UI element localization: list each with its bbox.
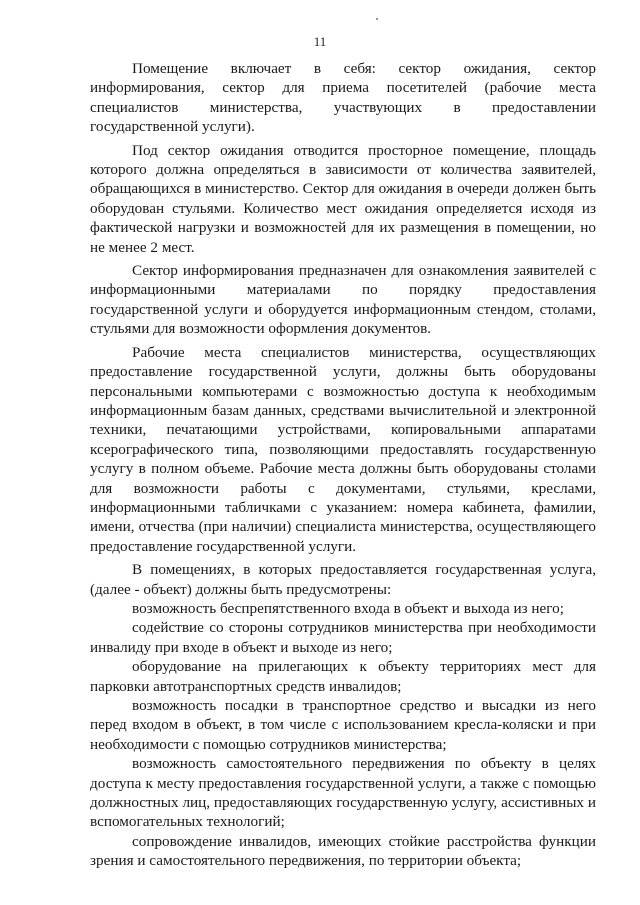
paragraph-premises-sectors: Помещение включает в себя: сектор ожидания, сектор информирования, сектор для приема посетителей (рабочие места специалистов министерства, участвующих в предоставлении государственной услуги). <box>90 60 596 136</box>
paragraph-workplaces: Рабочие места специалистов министерства, осуществляющих предоставление государственной услуги, должны быть оборудованы персональными компьютерами с возможностью доступа к необходимым информационным базам данных, средствами вычислительной и электронной техники, печатающими устройствами, копировальными аппаратами ксерографического типа, позволяющими предоставлять государственную услугу в полном объеме. Рабочие места должны быть оборудованы столами для возможности работы с документами, стульями, креслами, информационными табличками с указанием: номера кабинета, фамилии, имени, отчества (при наличии) специалиста министерства, осуществляющего предоставление государственной услуги. <box>90 343 596 555</box>
document-body <box>90 59 596 871</box>
list-item-independent-movement: возможность самостоятельного передвижения по объекту в целях доступа к месту предоставления государственной услуги, а также с помощью должностных лиц, предоставляющих государственную услугу, ассистивных и вспомогательных технологий; <box>90 755 596 831</box>
scan-speck <box>376 18 378 20</box>
paragraph-accessibility-intro: В помещениях, в которых предоставляется государственная услуга, (далее - объект) должны быть предусмотрены: <box>90 561 596 598</box>
page-number: 11 <box>313 34 327 49</box>
paragraph-waiting-sector: Под сектор ожидания отводится просторное помещение, площадь которого должна определяться в зависимости от количества заявителей, обращающихся в министерство. Сектор для ожидания в очереди должен быть оборудован стульями. Количество мест ожидания определяется исходя из фактической нагрузки и возможностей для их размещения в помещении, но не менее 2 мест. <box>90 141 596 256</box>
list-item-parking: оборудование на прилегающих к объекту территориях мест для парковки автотранспортных средств инвалидов; <box>90 658 596 695</box>
list-item-entrance: возможность беспрепятственного входа в объект и выхода из него; <box>132 599 564 617</box>
paragraph-information-sector: Сектор информирования предназначен для ознакомления заявителей с информационными материалами по порядку предоставления государственной услуги и оборудуется информационным стендом, столами, стульями для возможности оформления документов. <box>90 262 596 338</box>
list-item-transport-boarding: возможность посадки в транспортное средство и высадки из него перед входом в объект, в том числе с использованием кресла-коляски и при необходимости с помощью сотрудников министерства; <box>90 697 596 753</box>
list-item-staff-assistance: содействие со стороны сотрудников министерства при необходимости инвалиду при входе в объект и выходе из него; <box>90 619 596 656</box>
list-item-escort: сопровождение инвалидов, имеющих стойкие расстройства функции зрения и самостоятельного передвижения, по территории объекта; <box>90 832 596 870</box>
